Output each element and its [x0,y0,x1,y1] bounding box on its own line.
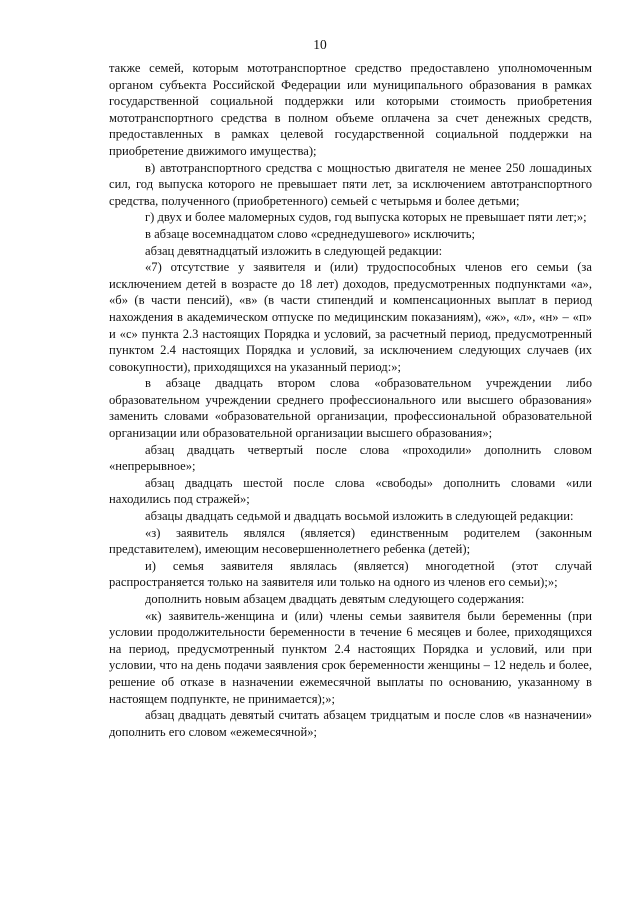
page-number: 10 [313,37,327,52]
paragraph: абзац двадцать четвертый после слова «проходили» дополнить словом «непрерывное»; [109,442,592,474]
paragraph: абзацы двадцать седьмой и двадцать восьмой изложить в следующей редакции: [145,509,574,524]
paragraph: «з) заявитель являлся (является) единственным родителем (законным представителем), имеющим несовершеннолетнего ребенка (детей); [109,525,592,557]
document-body [109,60,592,740]
paragraph: в) автотранспортного средства с мощностью двигателя не менее 250 лошадиных сил, год выпуска которого не превышает пяти лет, за исключением автотранспортного средства, полученного (приобретенного) семьей с четырьмя и более детьми; [109,160,592,208]
paragraph: дополнить новым абзацем двадцать девятым следующего содержания: [145,592,525,606]
paragraph: абзац двадцать девятый считать абзацем тридцатым и после слов «в назначении» дополнить его словом «ежемесячной»; [109,708,592,739]
paragraph: г) двух и более маломерных судов, год выпуска которых не превышает пяти лет;»; [145,210,587,225]
paragraph: абзац девятнадцатый изложить в следующей редакции: [145,243,443,258]
paragraph: «7) отсутствие у заявителя и (или) трудоспособных членов его семьи (за исключением детей в возрасте до 18 лет) доходов, предусмотренных подпунктами «а», «б» (в части пенсий), «в» (в части стипендий и компенсационных выплат в период нахождения в академическом отпуске по медицинским показаниям), «ж», «л», «н» – «п» и «с» пункта 2.3 настоящих Порядка и условий, за расчетный период, предусмотренный пунктом 2.4 настоящих Порядка и условий, за исключением следующих случаев (их совокупности), приходящихся на указанный период:»; [109,260,592,374]
paragraph: в абзаце восемнадцатом слово «среднедушевого» исключить; [145,226,476,241]
paragraph: и) семья заявителя являлась (является) многодетной (этот случай распространяется только на заявителя или только на одного из членов его семьи);»; [109,558,592,590]
paragraph: также семей, которым мототранспортное средство предоставлено уполномоченным органом субъекта Российской Федерации или муниципального образования в рамках государственной социальной поддержки или которыми стоимость приобретения мототранспортного средства в полном объеме оплачена за счет денежных средств, предоставленных в рамках целевой государственной социальной поддержки на приобретение движимого имущества); [109,61,592,158]
paragraph: абзац двадцать шестой после слова «свободы» дополнить словами «или находились под стражей»; [109,475,592,507]
paragraph: «к) заявитель-женщина и (или) члены семьи заявителя были беременны (при условии продолжительности беременности в течение 6 месяцев и более, приходящихся на период, предусмотренный пунктом 2.4 настоящих Порядка и условий, или при условии, что на день подачи заявления срок беременности женщины – 12 недель и более, решение об отказе в назначении ежемесячной выплаты по основанию, указанному в настоящем подпункте, не принимается);»; [109,608,592,706]
paragraph: в абзаце двадцать втором слова «образовательном учреждении либо образовательном учреждении среднего профессионального или высшего образования» заменить словами «образовательной организации, профессиональной образовательной организации или образовательной организации высшего образования»; [109,376,592,441]
